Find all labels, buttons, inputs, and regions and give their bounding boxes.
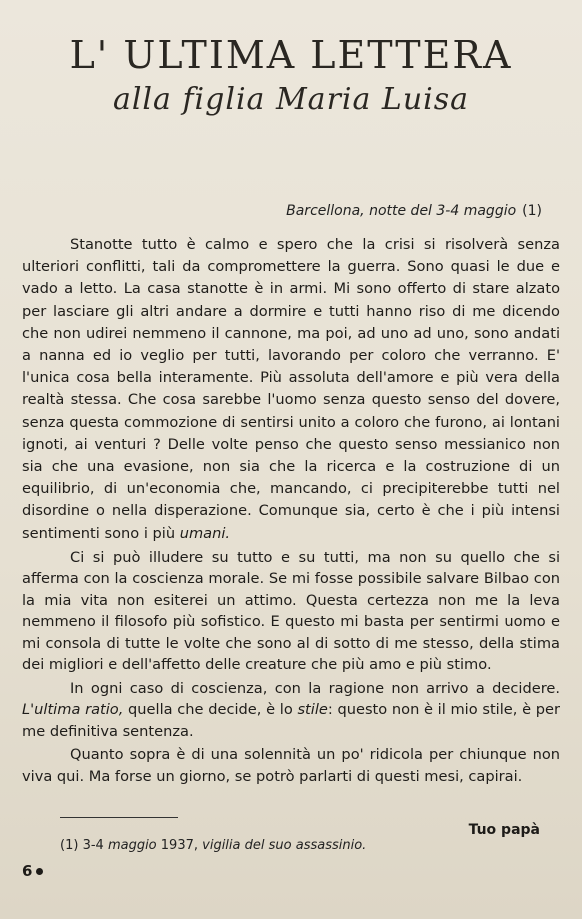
page-title: L' ULTIMA LETTERA bbox=[69, 33, 513, 77]
paragraph-3 bbox=[22, 678, 560, 743]
paragraph-2: Ci si può illudere su tutto e su tutti, ma non su quello che si afferma con la coscienza morale. Se mi fosse possibile salvare Bilbao con la mia vita non esiterei un attimo. Questa certezza non me la leva nemmeno il filosofo più sofistico. E questo mi basta per sentirmi uomo e mi consola di tutte le volte che sono al di sotto di me stesso, della stima dei migliori e dell'affetto delle creature che più amo e più stimo. bbox=[22, 548, 560, 674]
emphasis-stile: stile bbox=[297, 701, 328, 719]
emphasis-umani: umani. bbox=[179, 524, 231, 542]
dateline-footnote-ref: (1) bbox=[522, 203, 542, 219]
footnote-text: vigilia del suo assassinio. bbox=[202, 838, 367, 853]
footnote-marker: (1) bbox=[60, 838, 79, 853]
paragraph-3-end: : questo non è il mio stile, è per me definitiva sentenza. bbox=[22, 701, 560, 740]
paragraph-1 bbox=[22, 234, 560, 545]
page-number-text: 6 bbox=[22, 862, 33, 880]
footnote-divider bbox=[60, 817, 178, 818]
footnote bbox=[60, 838, 366, 853]
paragraph-4: Quanto sopra è di una solennità un po' ridicola per chiunque non viva qui. Ma forse un giorno, se potrò parlarti di questi mesi, capirai. bbox=[22, 746, 560, 785]
dateline-place-date: Barcellona, notte del 3-4 maggio bbox=[286, 203, 517, 219]
letter-body bbox=[22, 234, 560, 787]
bullet-dot-icon bbox=[36, 868, 43, 875]
page-subtitle: alla figlia Maria Luisa bbox=[112, 82, 470, 117]
footnote-month: maggio bbox=[107, 838, 157, 853]
letter-dateline bbox=[286, 203, 542, 219]
paragraph-3-middle: quella che decide, è lo bbox=[128, 701, 293, 719]
paragraph-1-text: Stanotte tutto è calmo e spero che la crisi si risolverà senza ulteriori conflitti, tali da compromettere la guerra. Sono quasi le due e vado a letto. La casa stanotte è in armi. Mi sono offerto di stare alzato per lasciare gli altri andare a dormire e tutti hanno riso di me dicendo che non udirei nemmeno il cannone, ma poi, ad uno ad uno, sono andati a nanna ed io veglio per tutti, lavorando per coloro che verranno. E' l'unica cosa bella interamente. Più assoluta dell'amore e più vera della realtà stessa. Che cosa sarebbe l'uomo senza questo senso del dovere, senza questa commozione di sentirsi unito a coloro che furono, ai lontani ignoti, ai venturi ? Delle volte penso che questo senso messianico non sia che una evasione, non sia che la ricerca e la costruzione di un equilibrio, di un'economia che, mancando, ci precipiterebbe tutti nel disordine o nella disperazione. Comunque sia, certo è che i più intensi sentimenti sono i più bbox=[22, 236, 560, 542]
footnote-year: 1937, bbox=[160, 838, 198, 853]
signature: Tuo papà bbox=[468, 822, 540, 838]
emphasis-ultima-ratio: L'ultima ratio, bbox=[22, 701, 124, 719]
page-number bbox=[22, 862, 43, 880]
paragraph-3-text: In ogni caso di coscienza, con la ragione non arrivo a decidere. bbox=[70, 679, 560, 697]
footnote-date: 3-4 bbox=[82, 838, 104, 853]
